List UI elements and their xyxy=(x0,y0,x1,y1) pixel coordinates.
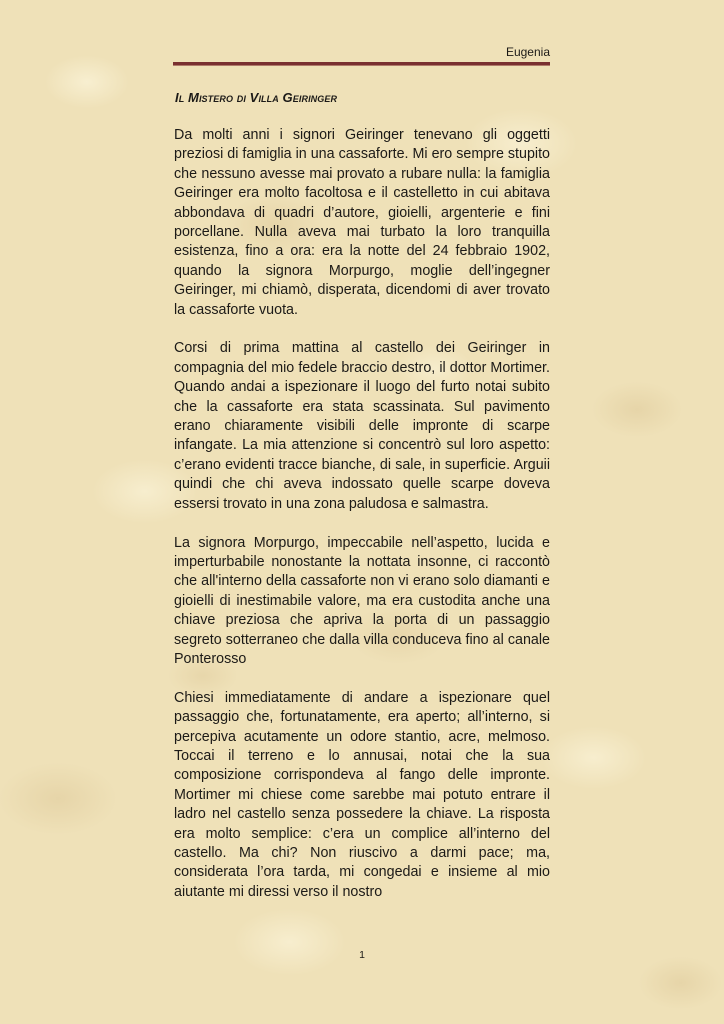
running-header-author: Eugenia xyxy=(505,45,550,59)
paragraph: La signora Morpurgo, impeccabile nell’aspetto, lucida e imperturbabile nonostante la nottata insonne, ci raccontò che all'interno della cassaforte non vi erano solo diamanti e gioielli di inestimabile valore, ma era custodita anche una chiave preziosa che apriva la porta di un passaggio segreto sotterraneo che dalla villa conduceva fino al canale Ponterosso xyxy=(174,534,550,667)
story-title: Il Mistero di Villa Geiringer xyxy=(175,90,338,105)
paragraph: Corsi di prima mattina al castello dei Geiringer in compagnia del mio fedele braccio destro, il dottor Mortimer. Quando andai a ispezionare il luogo del furto notai subito che la cassaforte era stata scassinata. Sul pavimento erano chiaramente visibili delle impronte di scarpe infangate. La mia attenzione si concentrò sul loro aspetto: c’erano evidenti tracce bianche, di sale, in superficie. Arguii quindi che chi aveva indossato quelle scarpe doveva essersi trovato in una zona paludosa e salmastra. xyxy=(174,340,550,512)
paragraph: Chiesi immediatamente di andare a ispezionare quel passaggio che, fortunatamente, era aperto; all’interno, si percepiva acutamente un odore stantio, acre, melmoso. Toccai il terreno e lo annusai, notai che la sua composizione corrispondeva al fango delle impronte. Mortimer mi chiese come sarebbe mai potuto entrare il ladro nel castello senza possedere la chiave. La risposta era molto semplice: c’era un complice all’interno del castello. Ma chi? Non riuscivo a darmi pace; ma, considerata l’ora tarda, mi congedai e insieme al mio aiutante mi diressi verso il nostro xyxy=(174,689,550,900)
paragraph: Da molti anni i signori Geiringer tenevano gli oggetti preziosi di famiglia in una cassaforte. Mi ero sempre stupito che nessuno avesse mai provato a rubare nulla: la famiglia Geiringer era molto facoltosa e il castelletto in cui abitava abbondava di quadri d’autore, gioielli, argenterie e fini porcellane. Nulla aveva mai turbato la loro tranquilla esistenza, fino a ora: era la notte del 24 febbraio 1902, quando la signora Morpurgo, moglie dell’ingegner Geiringer, mi chiamò, disperata, dicendomi di aver trovato la cassaforte vuota. xyxy=(174,127,550,318)
page-number: 1 xyxy=(359,949,365,961)
header-divider xyxy=(173,62,550,66)
story-body xyxy=(174,126,550,922)
